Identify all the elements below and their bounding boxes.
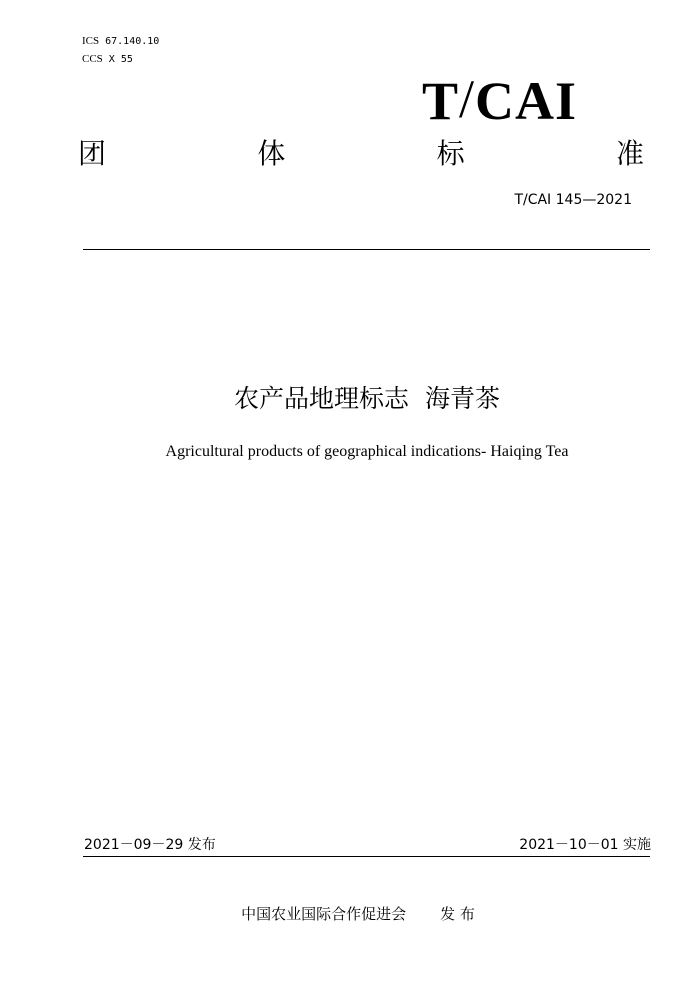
association-logo bbox=[422, 69, 578, 131]
logo-letters-cai: CAI bbox=[475, 71, 578, 131]
standard-type-char: 标 bbox=[436, 137, 465, 170]
issuer-organization: 中国农业国际合作促进会 bbox=[241, 905, 407, 923]
standard-type-char: 体 bbox=[257, 137, 286, 170]
issuer-action: 发 布 bbox=[440, 905, 475, 923]
publish-date: 2021－09－29 发布 bbox=[84, 837, 216, 853]
issuer bbox=[0, 905, 700, 923]
ics-value: 67.140.10 bbox=[105, 36, 160, 47]
implementation-date: 2021－10－01 实施 bbox=[519, 837, 651, 853]
document-title-chinese: 农产品地理标志 海青茶 bbox=[234, 384, 500, 413]
document-title-english: Agricultural products of geographical indications- Haiqing Tea bbox=[165, 443, 569, 460]
ics-code bbox=[82, 34, 159, 49]
ccs-value: X 55 bbox=[108, 54, 133, 65]
standard-type-char: 团 bbox=[78, 137, 107, 170]
header-divider bbox=[83, 249, 650, 250]
standard-type-char: 准 bbox=[615, 137, 644, 170]
ccs-code bbox=[82, 52, 133, 67]
standard-type-heading bbox=[78, 138, 644, 170]
ccs-label: CCS bbox=[82, 53, 103, 65]
logo-letter-t: T bbox=[422, 71, 460, 131]
standard-number: T/CAI 145—2021 bbox=[514, 192, 632, 208]
footer-divider bbox=[83, 856, 650, 857]
logo-slash: / bbox=[459, 69, 476, 129]
ics-label: ICS bbox=[82, 35, 100, 47]
